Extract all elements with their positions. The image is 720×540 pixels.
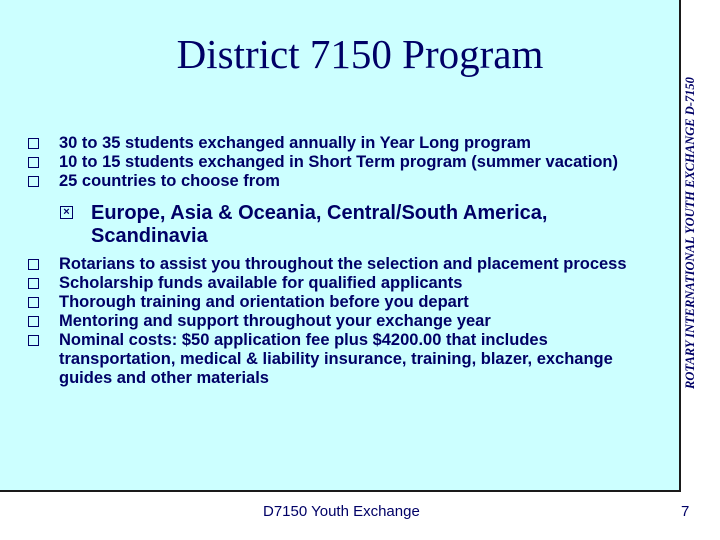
checkbox-icon: [28, 316, 39, 327]
bullet-item: [28, 172, 668, 191]
page-number: 7: [681, 503, 690, 520]
bullet-text: Rotarians to assist you throughout the selection and placement process: [59, 255, 627, 273]
checkbox-icon: [28, 157, 39, 168]
checkbox-icon: [28, 259, 39, 270]
bullet-text: Thorough training and orientation before you depart: [59, 293, 469, 311]
slide-title: District 7150 Program: [176, 31, 544, 77]
bullet-text: Mentoring and support throughout your exchange year: [59, 312, 491, 330]
bullet-item: [28, 134, 668, 153]
bullet-list: [28, 134, 668, 388]
checkbox-icon: [28, 278, 39, 289]
checkbox-icon: [28, 176, 39, 187]
sub-bullet-text: Europe, Asia & Oceania, Central/South America, Scandinavia: [91, 202, 548, 247]
checkbox-icon: [28, 138, 39, 149]
slide-footer: D7150 Youth Exchange: [263, 503, 420, 520]
bullet-text: Nominal costs: $50 application fee plus $4200.00 that includes transportation, medical & liability insurance, training, blazer, exchange guides and other materials: [59, 331, 613, 387]
bullet-text: 10 to 15 students exchanged in Short Term program (summer vacation): [59, 153, 618, 171]
checkbox-icon: [28, 335, 39, 346]
sub-bullet-item: [60, 202, 668, 248]
bullet-text: 25 countries to choose from: [59, 172, 280, 190]
bullet-text: 30 to 35 students exchanged annually in Year Long program: [59, 134, 531, 152]
bullet-item: [28, 293, 668, 312]
bullet-item: [28, 274, 668, 293]
bullet-item: [28, 331, 668, 388]
side-banner: ROTARY INTERNATIONAL YOUTH EXCHANGE D-7150: [683, 77, 697, 389]
bullet-text: Scholarship funds available for qualified applicants: [59, 274, 463, 292]
checkbox-icon: [28, 297, 39, 308]
bullet-item: [28, 312, 668, 331]
bullet-item: [28, 255, 668, 274]
checked-box-icon: ×: [60, 206, 73, 219]
bullet-item: [28, 153, 668, 172]
